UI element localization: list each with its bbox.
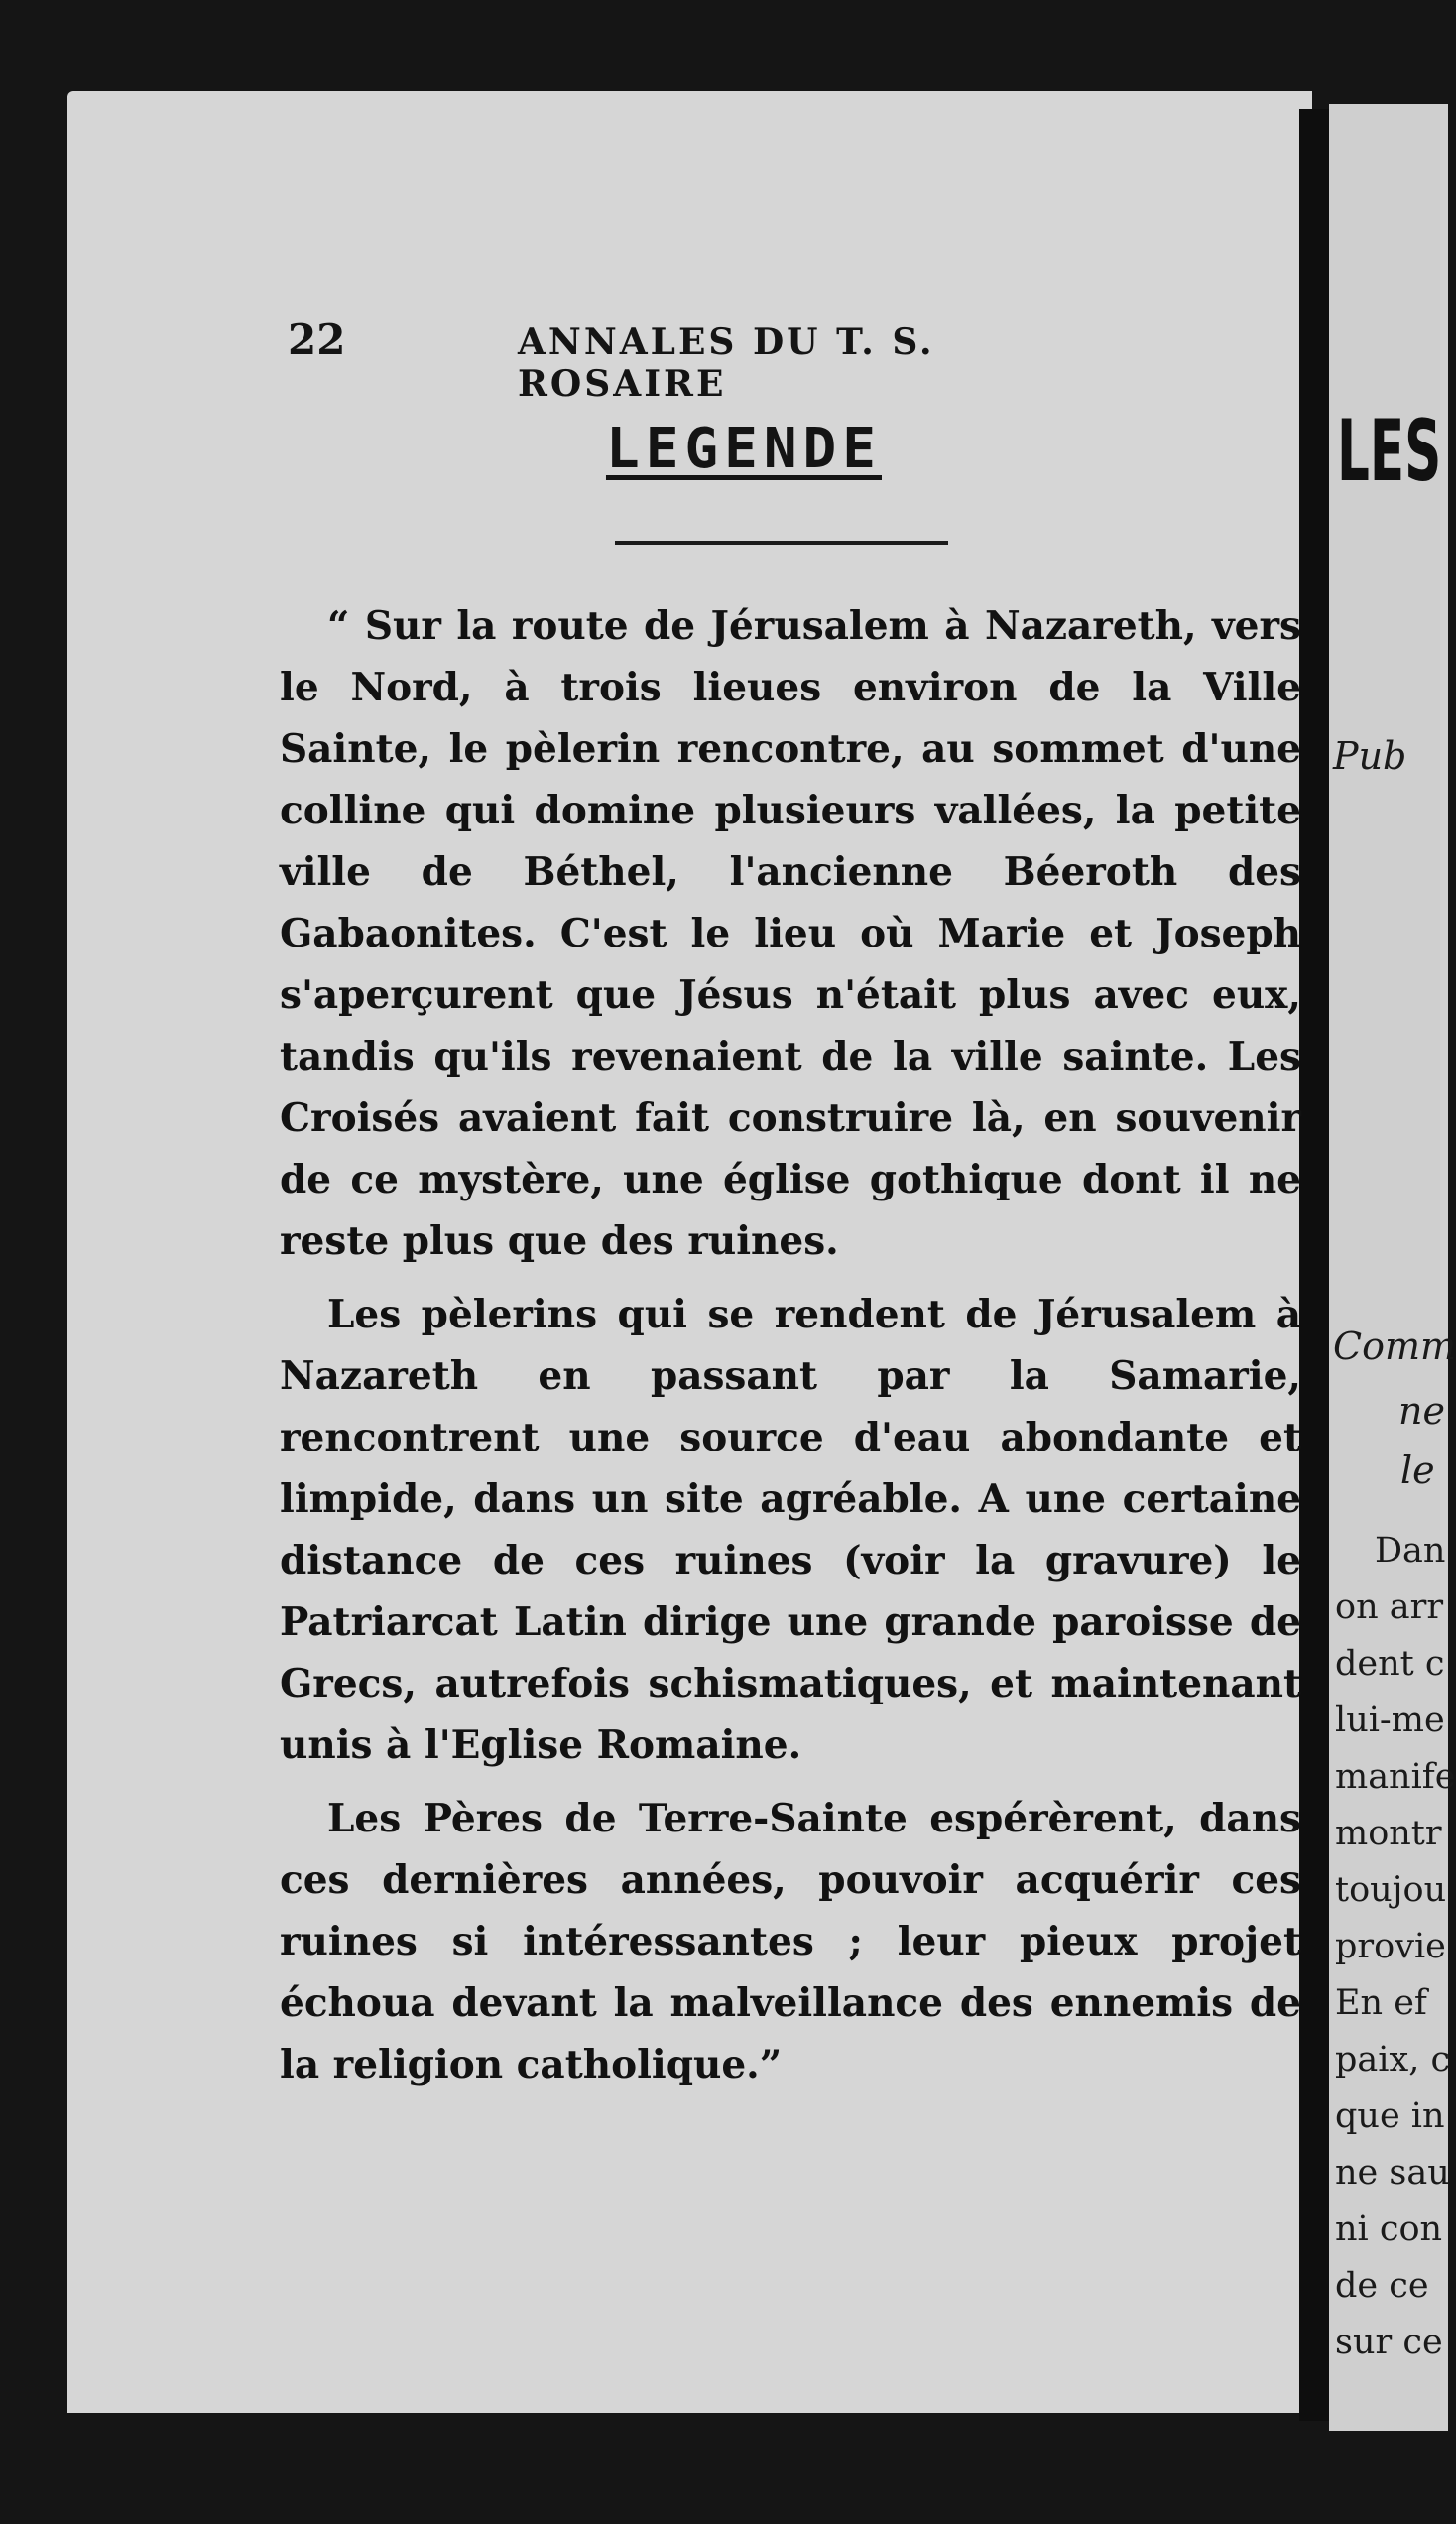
right-page-line: paix, c: [1335, 2040, 1451, 2080]
right-page-italic-line: le: [1400, 1449, 1435, 1492]
right-page-line: dent c: [1335, 1644, 1445, 1684]
right-page-heading-fragment: LES: [1337, 402, 1442, 501]
right-page-line: on arr: [1335, 1587, 1444, 1627]
running-head: ANNALES DU T. S. ROSAIRE: [518, 321, 935, 405]
right-page-line: ni con: [1335, 2209, 1443, 2249]
right-page: [1329, 104, 1456, 2431]
right-page-line: En ef: [1335, 1983, 1427, 2023]
right-page-line: manife: [1335, 1757, 1456, 1797]
right-page-line: toujou: [1335, 1870, 1447, 1910]
right-page-line: lui-me: [1335, 1701, 1445, 1740]
paragraph: “ Sur la route de Jérusalem à Nazareth, vers le Nord, à trois lieues environ de la Ville Sainte, le pèlerin rencontre, au sommet d'une colline qui domine plusieurs vallées, la petite ville de Béthel, l'ancienne Béeroth des Gabaonites. C'est le lieu où Marie et Joseph s'aperçurent que Jésus n'était plus avec eux, tandis qu'ils revenaient de la ville sainte. Les Croisés avaient fait construire là, en souvenir de ce mystère, une église gothique dont il ne reste plus que des ruines.: [280, 603, 1301, 1264]
right-page-line: Dan: [1375, 1531, 1446, 1571]
right-page-italic-line: ne: [1398, 1389, 1445, 1433]
right-page-line: de ce: [1335, 2266, 1429, 2306]
right-page-text-fragments: [1335, 1523, 1455, 2371]
right-page-line: que in: [1335, 2096, 1445, 2136]
paragraph: Les pèlerins qui se rendent de Jérusalem à Nazareth en passant par la Samarie, rencontrent une source d'eau abondante et limpide, dans un site agréable. A une certaine distance de ces ruines (voir la gravure) le Patriarcat Latin dirige une grande paroisse de Grecs, autrefois schismatiques, et maintenant unis à l'Eglise Romaine.: [280, 1292, 1301, 1768]
paragraph: Les Pères de Terre-Sainte espérèrent, dans ces dernières années, pouvoir acquérir ces ruines si intéressantes ; leur pieux projet échoua devant la malveillance des ennemis de la religion catholique.”: [280, 1796, 1301, 2087]
page-title: LEGENDE: [605, 417, 882, 481]
right-page-line: ne sau: [1335, 2153, 1450, 2193]
right-page-line: provie: [1335, 1927, 1446, 1966]
right-page-italic-line: Pub: [1333, 734, 1407, 778]
right-page-italic-line: Comm: [1333, 1325, 1456, 1368]
right-page-line: sur ce: [1335, 2323, 1443, 2362]
title-rule: [615, 541, 948, 545]
right-page-line: montr: [1335, 1814, 1442, 1853]
page-number: 22: [288, 316, 346, 364]
body-text: [280, 595, 1301, 2107]
page-header: [288, 316, 1111, 405]
